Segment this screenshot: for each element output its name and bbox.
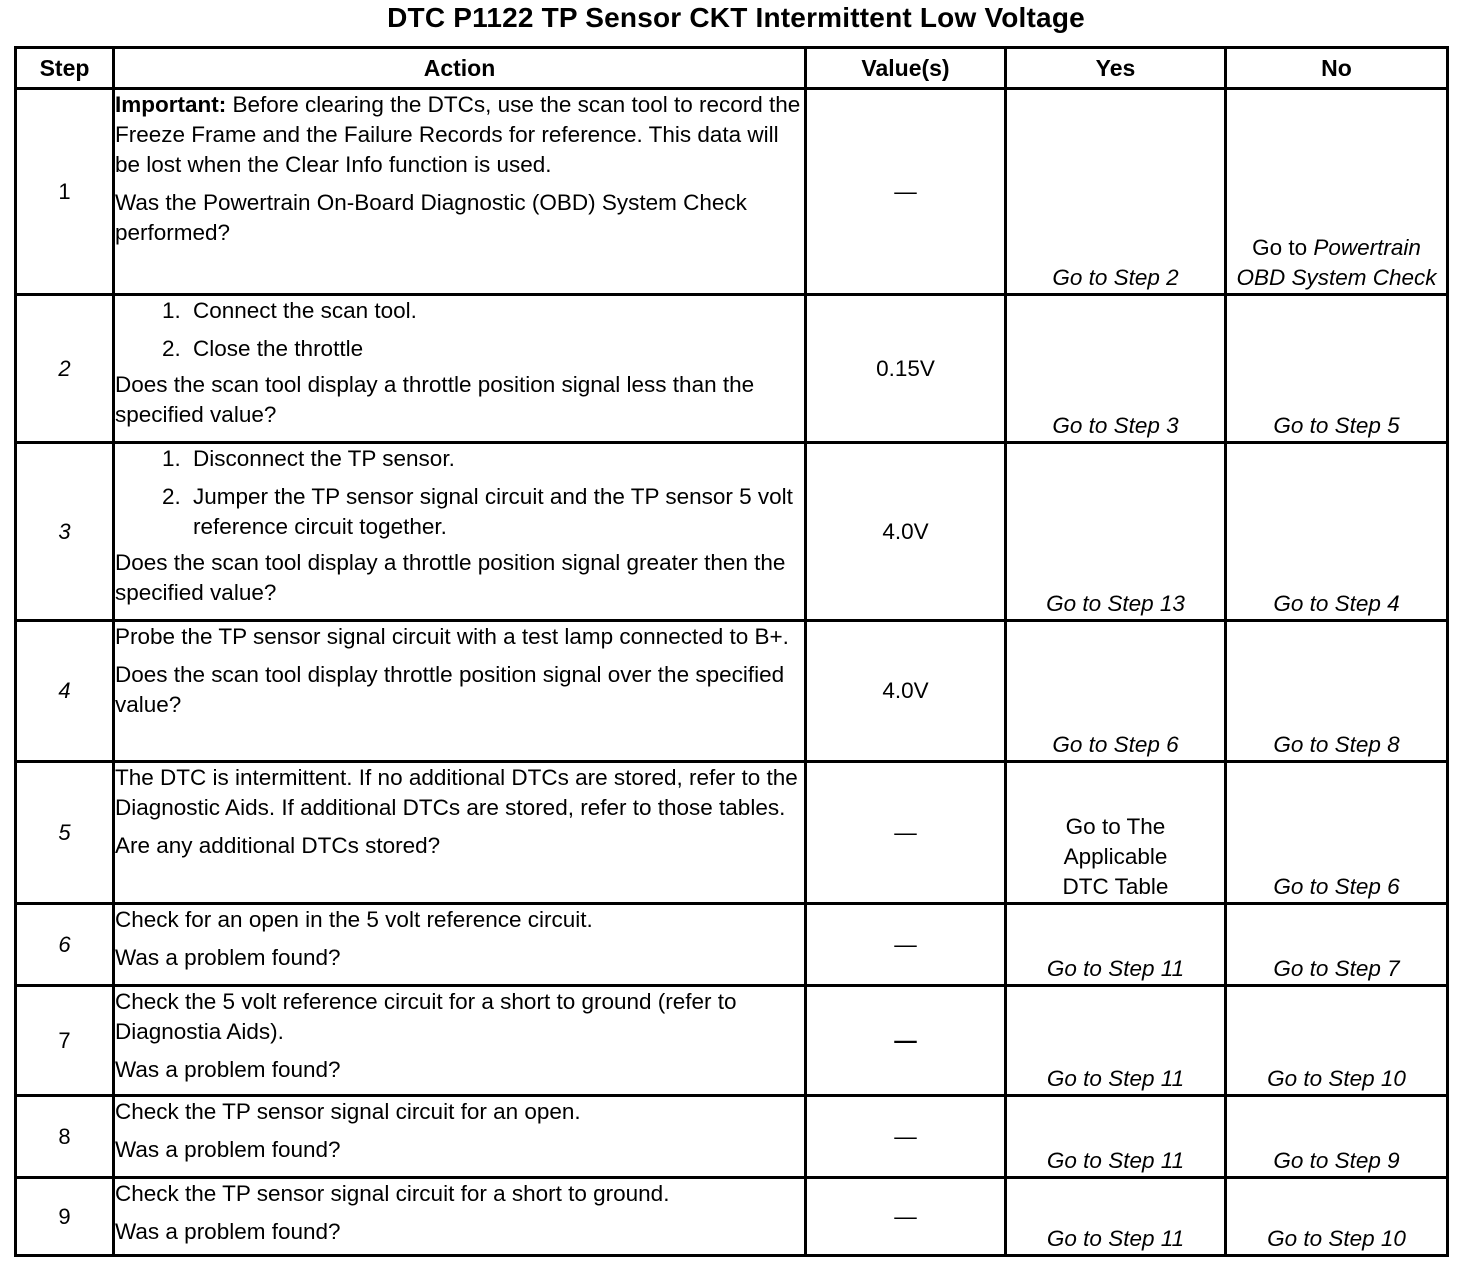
- important-label: Important:: [115, 92, 227, 117]
- table-row: [16, 1178, 1448, 1256]
- step-number: 5: [16, 762, 114, 904]
- no-cell: Go to Step 7: [1226, 904, 1448, 986]
- no-cell: Go to Step 6: [1226, 762, 1448, 904]
- action-cell: [114, 986, 806, 1096]
- action-text: The DTC is intermittent. If no additional DTCs are stored, refer to the Diagnostic Aids. If additional DTCs are stored, refer to those tables.: [115, 765, 798, 820]
- table-row: [16, 762, 1448, 904]
- step-number: 1: [16, 89, 114, 295]
- yes-cell: Go to Step 3: [1006, 295, 1226, 443]
- no-target: Powertrain OBD System Check: [1236, 235, 1437, 290]
- action-step: 2. Jumper the TP sensor signal circuit and the TP sensor 5 volt reference circuit together.: [187, 482, 804, 542]
- value-cell: 4.0V: [806, 443, 1006, 621]
- header-yes: Yes: [1006, 48, 1226, 89]
- yes-cell: Go to Step 11: [1006, 1096, 1226, 1178]
- action-question: Was the Powertrain On-Board Diagnostic (OBD) System Check performed?: [115, 190, 747, 245]
- no-cell: Go to Step 9: [1226, 1096, 1448, 1178]
- step-number: 3: [16, 443, 114, 621]
- action-cell: [114, 1096, 806, 1178]
- action-step: 2. Close the throttle: [187, 334, 804, 364]
- no-cell: Go to Step 10: [1226, 986, 1448, 1096]
- step-number: 6: [16, 904, 114, 986]
- yes-cell: Go to Step 11: [1006, 904, 1226, 986]
- no-cell: Go to Step 4: [1226, 443, 1448, 621]
- action-cell: [114, 443, 806, 621]
- yes-cell: Go to Step 11: [1006, 1178, 1226, 1256]
- no-cell: [1226, 89, 1448, 295]
- yes-cell: Go to Step 11: [1006, 986, 1226, 1096]
- action-cell: [114, 89, 806, 295]
- value-cell: —: [806, 89, 1006, 295]
- action-question: Was a problem found?: [115, 1137, 341, 1162]
- diagnostic-table: [14, 46, 1449, 1257]
- step-number: 2: [16, 295, 114, 443]
- action-cell: [114, 1178, 806, 1256]
- yes-cell: Go to Step 2: [1006, 89, 1226, 295]
- no-cell: Go to Step 8: [1226, 621, 1448, 762]
- action-cell: [114, 295, 806, 443]
- action-question: Are any additional DTCs stored?: [115, 833, 441, 858]
- table-row: [16, 904, 1448, 986]
- action-cell: [114, 762, 806, 904]
- important-text: Before clearing the DTCs, use the scan tool to record the Freeze Frame and the Failure Records for reference. This data will be lost when the Clear Info function is used.: [115, 92, 801, 177]
- action-important: [115, 90, 804, 180]
- action-question: Does the scan tool display a throttle position signal greater then the specified value?: [115, 550, 786, 605]
- yes-cell: Go to Step 13: [1006, 443, 1226, 621]
- no-prefix: Go to: [1252, 235, 1314, 260]
- table-row: [16, 295, 1448, 443]
- action-question: Does the scan tool display throttle position signal over the specified value?: [115, 662, 785, 717]
- no-cell: Go to Step 10: [1226, 1178, 1448, 1256]
- table-header-row: [16, 48, 1448, 89]
- action-text: Check the TP sensor signal circuit for a short to ground.: [115, 1181, 670, 1206]
- table-row: [16, 986, 1448, 1096]
- action-text: Probe the TP sensor signal circuit with a test lamp connected to B+.: [115, 624, 789, 649]
- value-cell: 0.15V: [806, 295, 1006, 443]
- value-cell: 4.0V: [806, 621, 1006, 762]
- value-cell: —: [806, 986, 1006, 1096]
- yes-cell: Go to The Applicable DTC Table: [1006, 762, 1226, 904]
- action-step: 1. Connect the scan tool.: [187, 296, 804, 326]
- table-row: [16, 1096, 1448, 1178]
- step-number: 9: [16, 1178, 114, 1256]
- document-title: DTC P1122 TP Sensor CKT Intermittent Low Voltage: [387, 2, 1085, 33]
- action-question: Was a problem found?: [115, 1057, 341, 1082]
- value-cell: —: [806, 1096, 1006, 1178]
- action-question: Was a problem found?: [115, 945, 341, 970]
- table-row: [16, 443, 1448, 621]
- step-number: 4: [16, 621, 114, 762]
- action-question: Does the scan tool display a throttle position signal less than the specified value?: [115, 372, 755, 427]
- value-cell: —: [806, 904, 1006, 986]
- header-no: No: [1226, 48, 1448, 89]
- header-action: Action: [114, 48, 806, 89]
- action-steps: [115, 444, 804, 542]
- action-question: Was a problem found?: [115, 1219, 341, 1244]
- action-step: 1. Disconnect the TP sensor.: [187, 444, 804, 474]
- table-row: [16, 621, 1448, 762]
- action-cell: [114, 904, 806, 986]
- header-step: Step: [16, 48, 114, 89]
- header-value: Value(s): [806, 48, 1006, 89]
- step-number: 8: [16, 1096, 114, 1178]
- yes-cell: Go to Step 6: [1006, 621, 1226, 762]
- action-cell: [114, 621, 806, 762]
- action-steps: [115, 296, 804, 364]
- table-row: [16, 89, 1448, 295]
- value-cell: —: [806, 762, 1006, 904]
- action-text: Check the 5 volt reference circuit for a short to ground (refer to Diagnostia Aids).: [115, 989, 737, 1044]
- no-cell: Go to Step 5: [1226, 295, 1448, 443]
- value-cell: —: [806, 1178, 1006, 1256]
- step-number: 7: [16, 986, 114, 1096]
- action-text: Check for an open in the 5 volt reference circuit.: [115, 907, 593, 932]
- action-text: Check the TP sensor signal circuit for an open.: [115, 1099, 581, 1124]
